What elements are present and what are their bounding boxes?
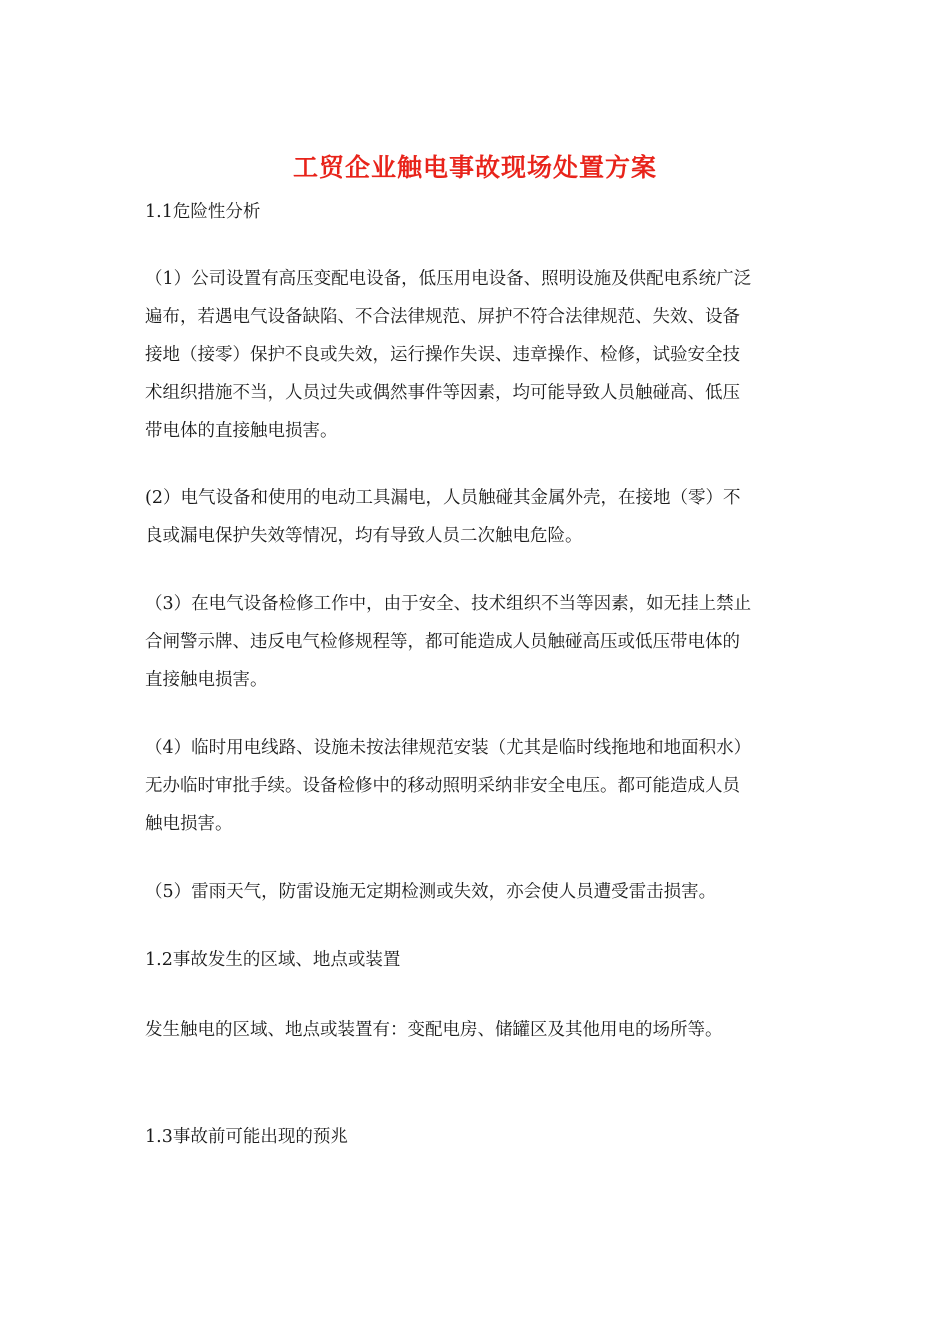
paragraph-3-line: 直接触电损害。 (145, 670, 268, 690)
paragraph-1-line: （1）公司设置有高压变配电设备，低压用电设备、照明设施及供配电系统广泛 (145, 269, 752, 289)
paragraph-5-line: （5）雷雨天气，防雷设施无定期检测或失效，亦会使人员遭受雷击损害。 (145, 882, 717, 902)
paragraph-4-line: （4）临时用电线路、设施未按法律规范安装（尤其是临时线拖地和地面积水） (145, 738, 752, 758)
paragraph-3-line: （3）在电气设备检修工作中，由于安全、技术组织不当等因素，如无挂上禁止 (145, 594, 752, 614)
section-heading-1-1: 1.1危险性分析 (145, 202, 261, 222)
section-heading-1-2: 1.2事故发生的区域、地点或装置 (145, 950, 401, 970)
document-title: 工贸企业触电事故现场处置方案 (292, 153, 657, 182)
section-heading-1-3: 1.3事故前可能出现的预兆 (145, 1127, 348, 1147)
paragraph-4-line: 触电损害。 (145, 814, 233, 834)
paragraph-2-line: (2）电气设备和使用的电动工具漏电，人员触碰其金属外壳，在接地（零）不 (145, 488, 741, 508)
paragraph-2-line: 良或漏电保护失效等情况，均有导致人员二次触电危险。 (145, 526, 583, 546)
paragraph-4-line: 无办临时审批手续。设备检修中的移动照明采纳非安全电压。都可能造成人员 (145, 776, 740, 796)
paragraph-1-line: 带电体的直接触电损害。 (145, 421, 338, 441)
paragraph-3-line: 合闸警示牌、违反电气检修规程等，都可能造成人员触碰高压或低压带电体的 (145, 632, 740, 652)
paragraph-1-line: 遍布，若遇电气设备缺陷、不合法律规范、屏护不符合法律规范、失效、设备 (145, 307, 740, 327)
paragraph-1-line: 接地（接零）保护不良或失效，运行操作失误、违章操作、检修，试验安全技 (145, 345, 740, 365)
paragraph-6-line: 发生触电的区域、地点或装置有：变配电房、储罐区及其他用电的场所等。 (145, 1020, 723, 1040)
paragraph-1-line: 术组织措施不当，人员过失或偶然事件等因素，均可能导致人员触碰高、低压 (145, 383, 740, 403)
